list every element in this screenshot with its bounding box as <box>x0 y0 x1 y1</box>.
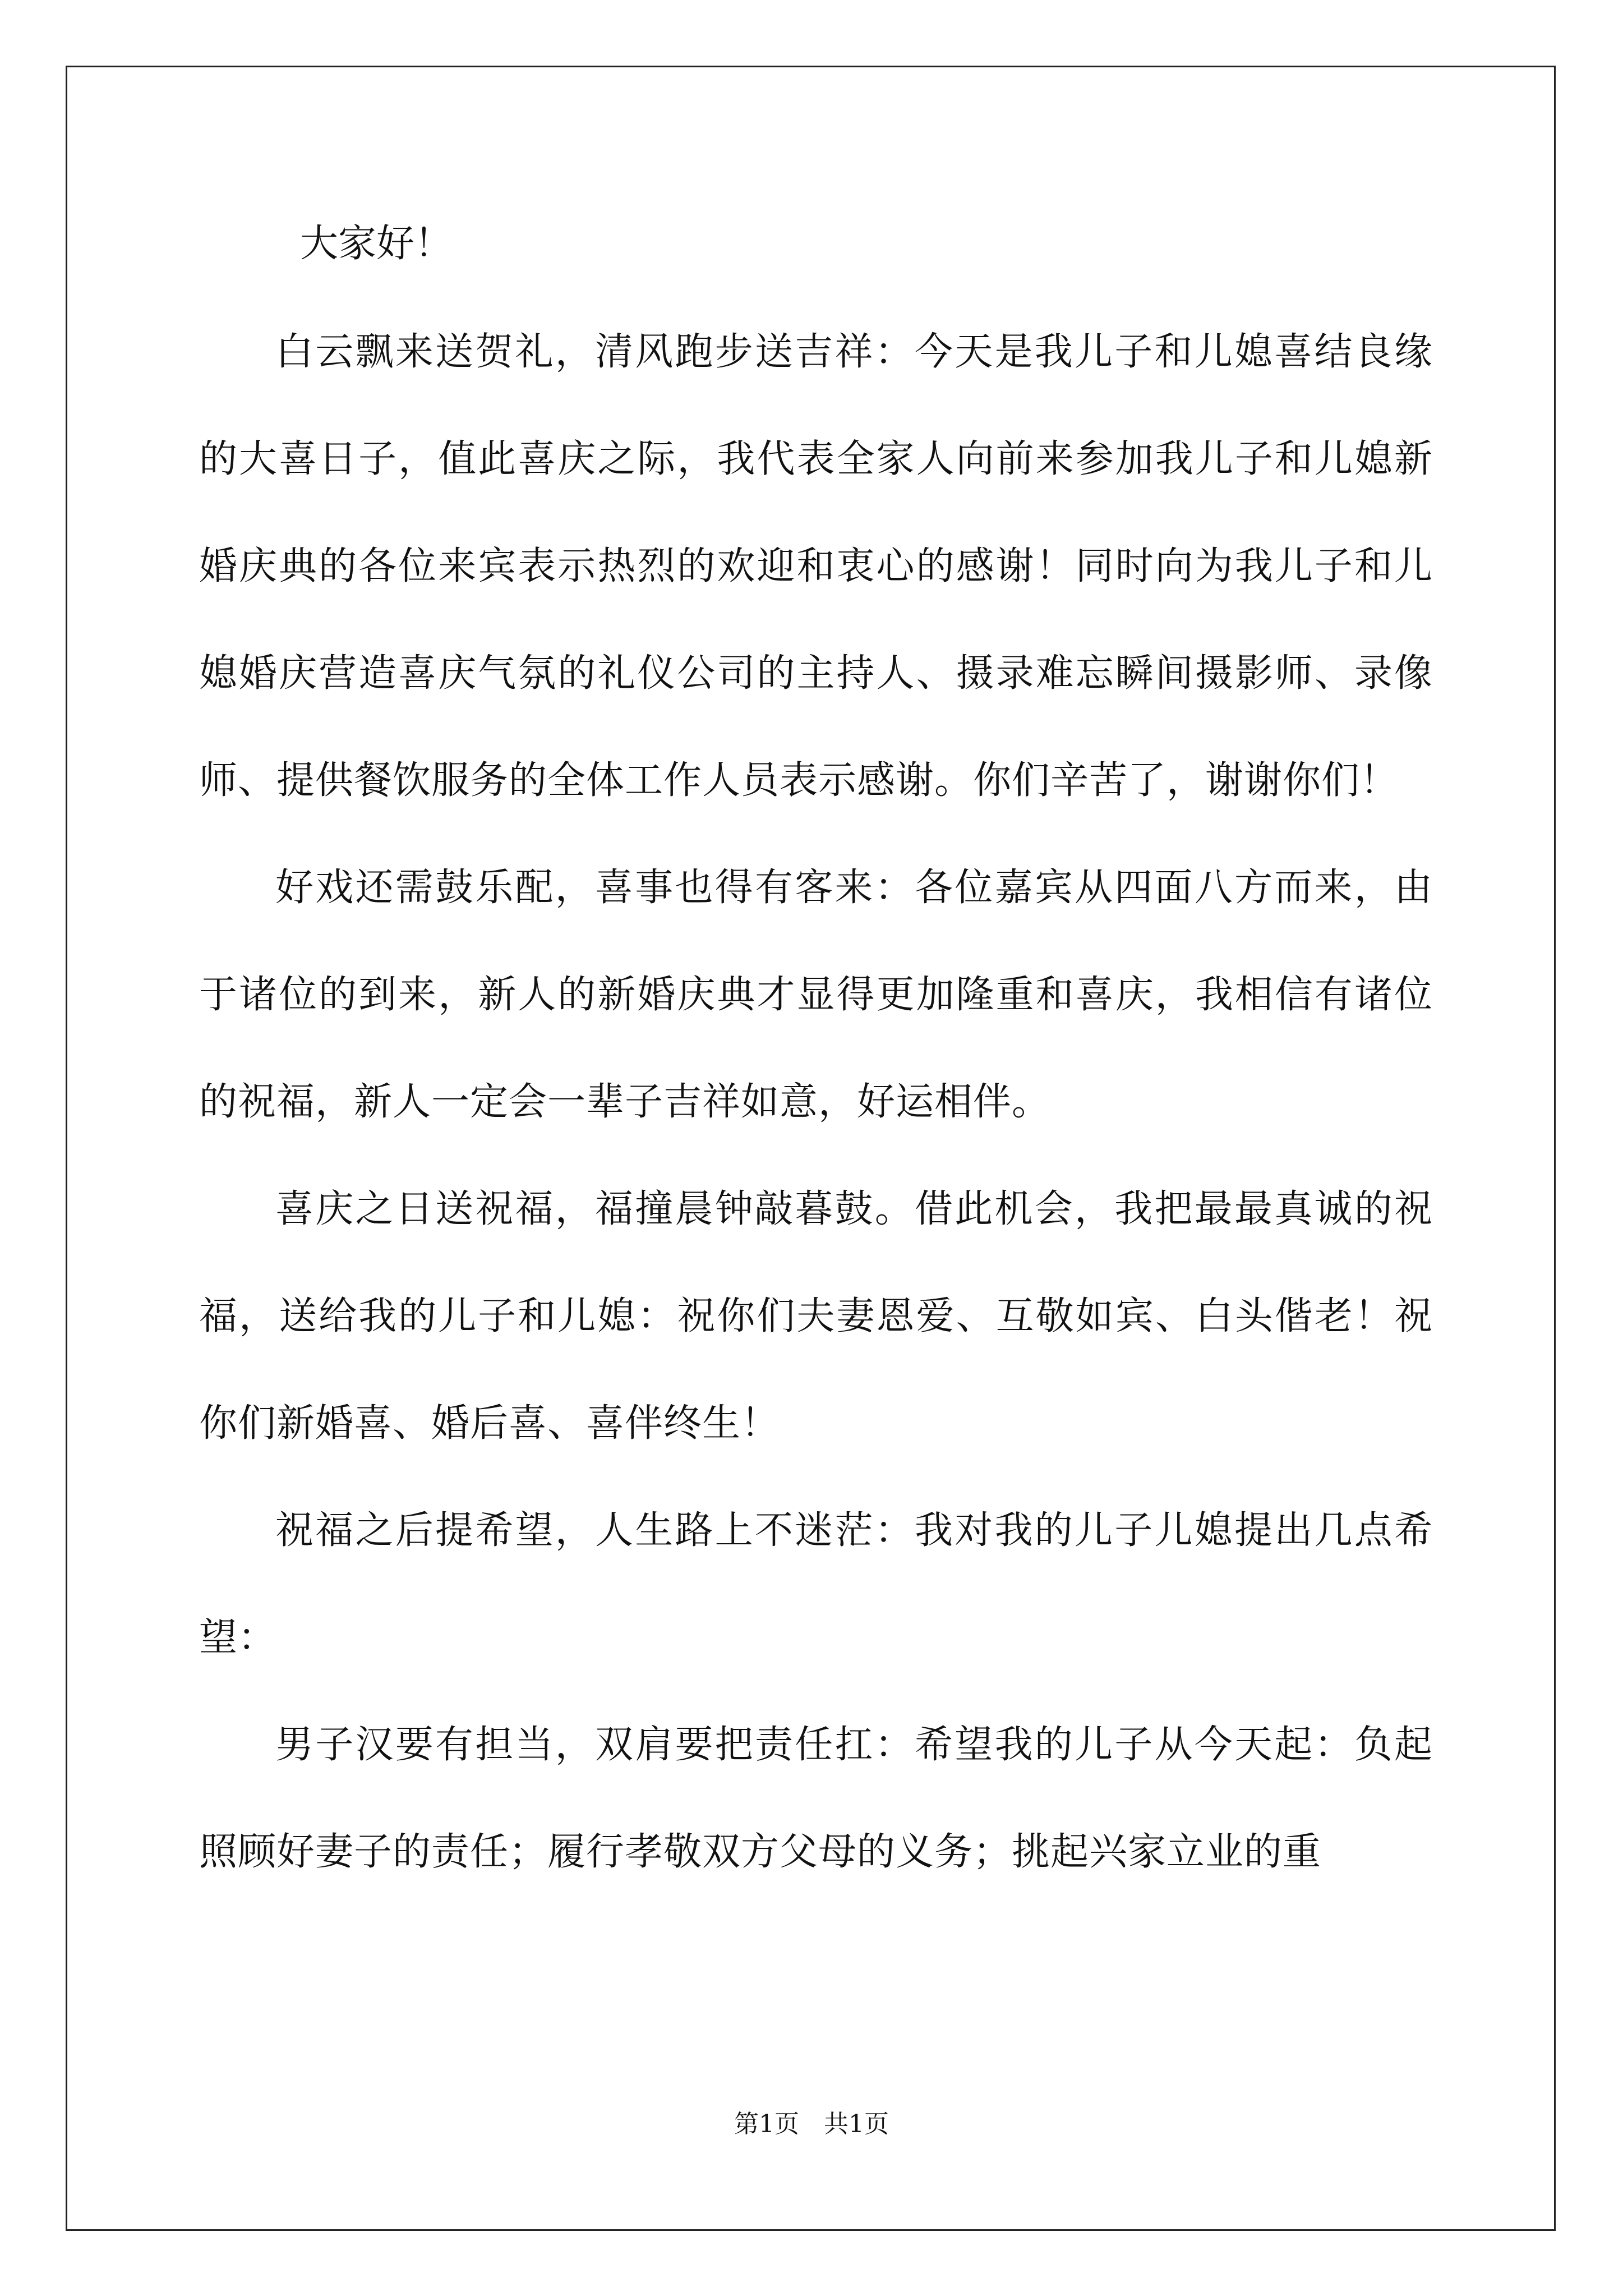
paragraph: 好戏还需鼓乐配，喜事也得有客来：各位嘉宾从四面八方而来，由于诸位的到来，新人的新婚庆典才显得更加隆重和喜庆，我相信有诸位的祝福，新人一定会一辈子吉祥如意，好运相伴。 <box>199 866 1433 1124</box>
paragraph: 男子汉要有担当，双肩要把责任扛：希望我的儿子从今天起：负起照顾好妻子的责任；履行孝敬双方父母的义务；挑起兴家立业的重 <box>199 1723 1433 1874</box>
greeting: 大家好！ <box>300 222 453 266</box>
paragraph: 喜庆之日送祝福，福撞晨钟敲暮鼓。借此机会，我把最最真诚的祝福，送给我的儿子和儿媳：祝你们夫妻恩爱、互敬如宾、白头偕老！祝你们新婚喜、婚后喜、喜伴终生！ <box>199 1187 1433 1446</box>
paragraph: 祝福之后提希望，人生路上不迷茫：我对我的儿子儿媳提出几点希望： <box>199 1508 1433 1660</box>
paragraph: 白云飘来送贺礼，清风跑步送吉祥：今天是我儿子和儿媳喜结良缘的大喜日子，值此喜庆之际，我代表全家人向前来参加我儿子和儿媳新婚庆典的各位来宾表示热烈的欢迎和衷心的感谢！同时向为我儿子和儿媳婚庆营造喜庆气氛的礼仪公司的主持人、摄录难忘瞬间摄影师、录像师、提供餐饮服务的全体工作人员表示感谢。你们辛苦了，谢谢你们！ <box>199 330 1433 803</box>
document-body <box>199 208 1433 1906</box>
page-footer: 第1页 共1页 <box>734 2110 889 2138</box>
